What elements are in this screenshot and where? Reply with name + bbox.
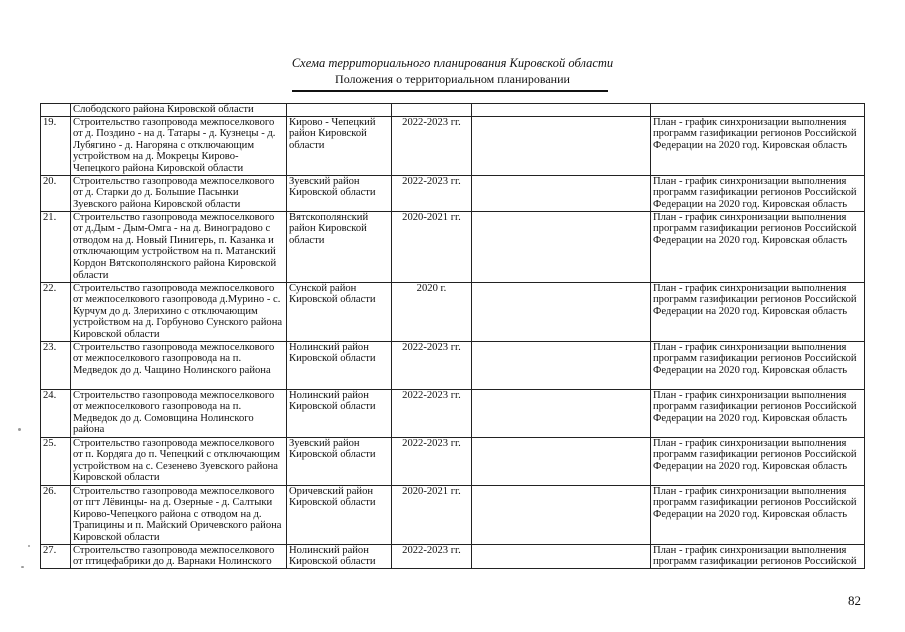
table-row <box>41 211 865 282</box>
district-cell: Вятскополянский район Кировской области <box>287 211 392 282</box>
period-cell: 2020 г. <box>392 282 472 341</box>
basis-cell <box>651 104 865 117</box>
period-cell: 2022-2023 гг. <box>392 175 472 211</box>
period-cell: 2020-2021 гг. <box>392 211 472 282</box>
empty-cell <box>472 437 651 485</box>
object-cell: Строительство газопровода межпоселкового от птицефабрики до д. Варнаки Нолинского <box>71 544 287 568</box>
object-cell: Строительство газопровода межпоселкового от д.Дым - Дым-Омга - на д. Виноградово с отводом на д. Новый Пинигерь, п. Казанка и отключающим устройством на п. Матанский Кордон Вятскополянского района Кировской области <box>71 211 287 282</box>
object-cell: Строительство газопровода межпоселкового от д. Старки до д. Большие Пасынки Зуевского района Кировской области <box>71 175 287 211</box>
district-cell: Кирово - Чепецкий район Кировской области <box>287 116 392 175</box>
empty-cell <box>472 211 651 282</box>
basis-cell: План - график синхронизации выполнения программ газификации регионов Российской Федерации на 2020 год. Кировская область <box>651 389 865 437</box>
row-number-cell: 22. <box>41 282 71 341</box>
scan-speck <box>21 566 24 568</box>
table-row <box>41 282 865 341</box>
period-cell: 2022-2023 гг. <box>392 389 472 437</box>
table-row-continuation <box>41 104 865 117</box>
row-number-cell: 24. <box>41 389 71 437</box>
table-row <box>41 485 865 544</box>
district-cell: Зуевский район Кировской области <box>287 175 392 211</box>
object-cell: Строительство газопровода межпоселкового от пгт Лёвинцы- на д. Озерные - д. Салтыки Кирово-Чепецкого района с отводом на д. Трапицины и п. Майский Оричевского района Кировской области <box>71 485 287 544</box>
page-number: 82 <box>848 593 861 608</box>
district-cell: Зуевский район Кировской области <box>287 437 392 485</box>
object-cell: Строительство газопровода межпоселкового от межпоселкового газопровода на п. Медведок до д. Сомовщина Нолинского района <box>71 389 287 437</box>
object-cell: Слободского района Кировской области <box>71 104 287 117</box>
basis-cell: План - график синхронизации выполнения программ газификации регионов Российской Федерации на 2020 год. Кировская область <box>651 116 865 175</box>
table-row <box>41 116 865 175</box>
header-rule <box>292 90 608 92</box>
table-row <box>41 175 865 211</box>
empty-cell <box>472 116 651 175</box>
basis-cell: План - график синхронизации выполнения программ газификации регионов Российской Федерации на 2020 год. Кировская область <box>651 437 865 485</box>
period-cell: 2022-2023 гг. <box>392 116 472 175</box>
basis-cell: План - график синхронизации выполнения программ газификации регионов Российской Федерации на 2020 год. Кировская область <box>651 175 865 211</box>
object-cell: Строительство газопровода межпоселкового от д. Поздино - на д. Татары - д. Кузнецы - д. Лубягино - д. Нагоряна с отключающим устройством на д. Мокрецы Кирово-Чепецкого района Кировской области <box>71 116 287 175</box>
empty-cell <box>472 282 651 341</box>
basis-cell: План - график синхронизации выполнения программ газификации регионов Российской Федерации на 2020 год. Кировская область <box>651 485 865 544</box>
period-cell: 2022-2023 гг. <box>392 544 472 568</box>
empty-cell <box>472 175 651 211</box>
object-cell: Строительство газопровода межпоселкового от п. Кордяга до п. Чепецкий с отключающим устройством на с. Сезенево Зуевского района Кировской области <box>71 437 287 485</box>
empty-cell <box>472 544 651 568</box>
row-number-cell: 26. <box>41 485 71 544</box>
table-row <box>41 389 865 437</box>
empty-cell <box>472 485 651 544</box>
basis-cell: План - график синхронизации выполнения программ газификации регионов Российской Федерации на 2020 год. Кировская область <box>651 282 865 341</box>
empty-cell <box>472 341 651 389</box>
row-number-cell: 20. <box>41 175 71 211</box>
table-row <box>41 437 865 485</box>
district-cell: Оричевский район Кировской области <box>287 485 392 544</box>
scan-speck <box>18 428 21 431</box>
row-number-cell <box>41 104 71 117</box>
row-number-cell: 27. <box>41 544 71 568</box>
row-number-cell: 25. <box>41 437 71 485</box>
gas-pipeline-table <box>40 103 865 569</box>
scan-speck <box>28 545 30 547</box>
row-number-cell: 21. <box>41 211 71 282</box>
table-row <box>41 544 865 568</box>
period-cell: 2022-2023 гг. <box>392 437 472 485</box>
district-cell <box>287 104 392 117</box>
object-cell: Строительство газопровода межпоселкового от межпоселкового газопровода д.Мурино - с. Курчум до д. Злерихино с отключающим устройством на д. Горбуново Сунского района Кировской области <box>71 282 287 341</box>
table-row <box>41 341 865 389</box>
district-cell: Нолинский район Кировской области <box>287 544 392 568</box>
row-number-cell: 23. <box>41 341 71 389</box>
basis-cell: План - график синхронизации выполнения программ газификации регионов Российской <box>651 544 865 568</box>
document-subtitle: Положения о территориальном планировании <box>335 72 570 86</box>
empty-cell <box>472 389 651 437</box>
period-cell <box>392 104 472 117</box>
basis-cell: План - график синхронизации выполнения программ газификации регионов Российской Федерации на 2020 год. Кировская область <box>651 341 865 389</box>
period-cell: 2022-2023 гг. <box>392 341 472 389</box>
district-cell: Сунской район Кировской области <box>287 282 392 341</box>
empty-cell <box>472 104 651 117</box>
basis-cell: План - график синхронизации выполнения программ газификации регионов Российской Федерации на 2020 год. Кировская область <box>651 211 865 282</box>
document-title: Схема территориального планирования Кировской области <box>291 56 614 70</box>
object-cell: Строительство газопровода межпоселкового от межпоселкового газопровода на п. Медведок до д. Чащино Нолинского района <box>71 341 287 389</box>
district-cell: Нолинский район Кировской области <box>287 341 392 389</box>
row-number-cell: 19. <box>41 116 71 175</box>
period-cell: 2020-2021 гг. <box>392 485 472 544</box>
district-cell: Нолинский район Кировской области <box>287 389 392 437</box>
